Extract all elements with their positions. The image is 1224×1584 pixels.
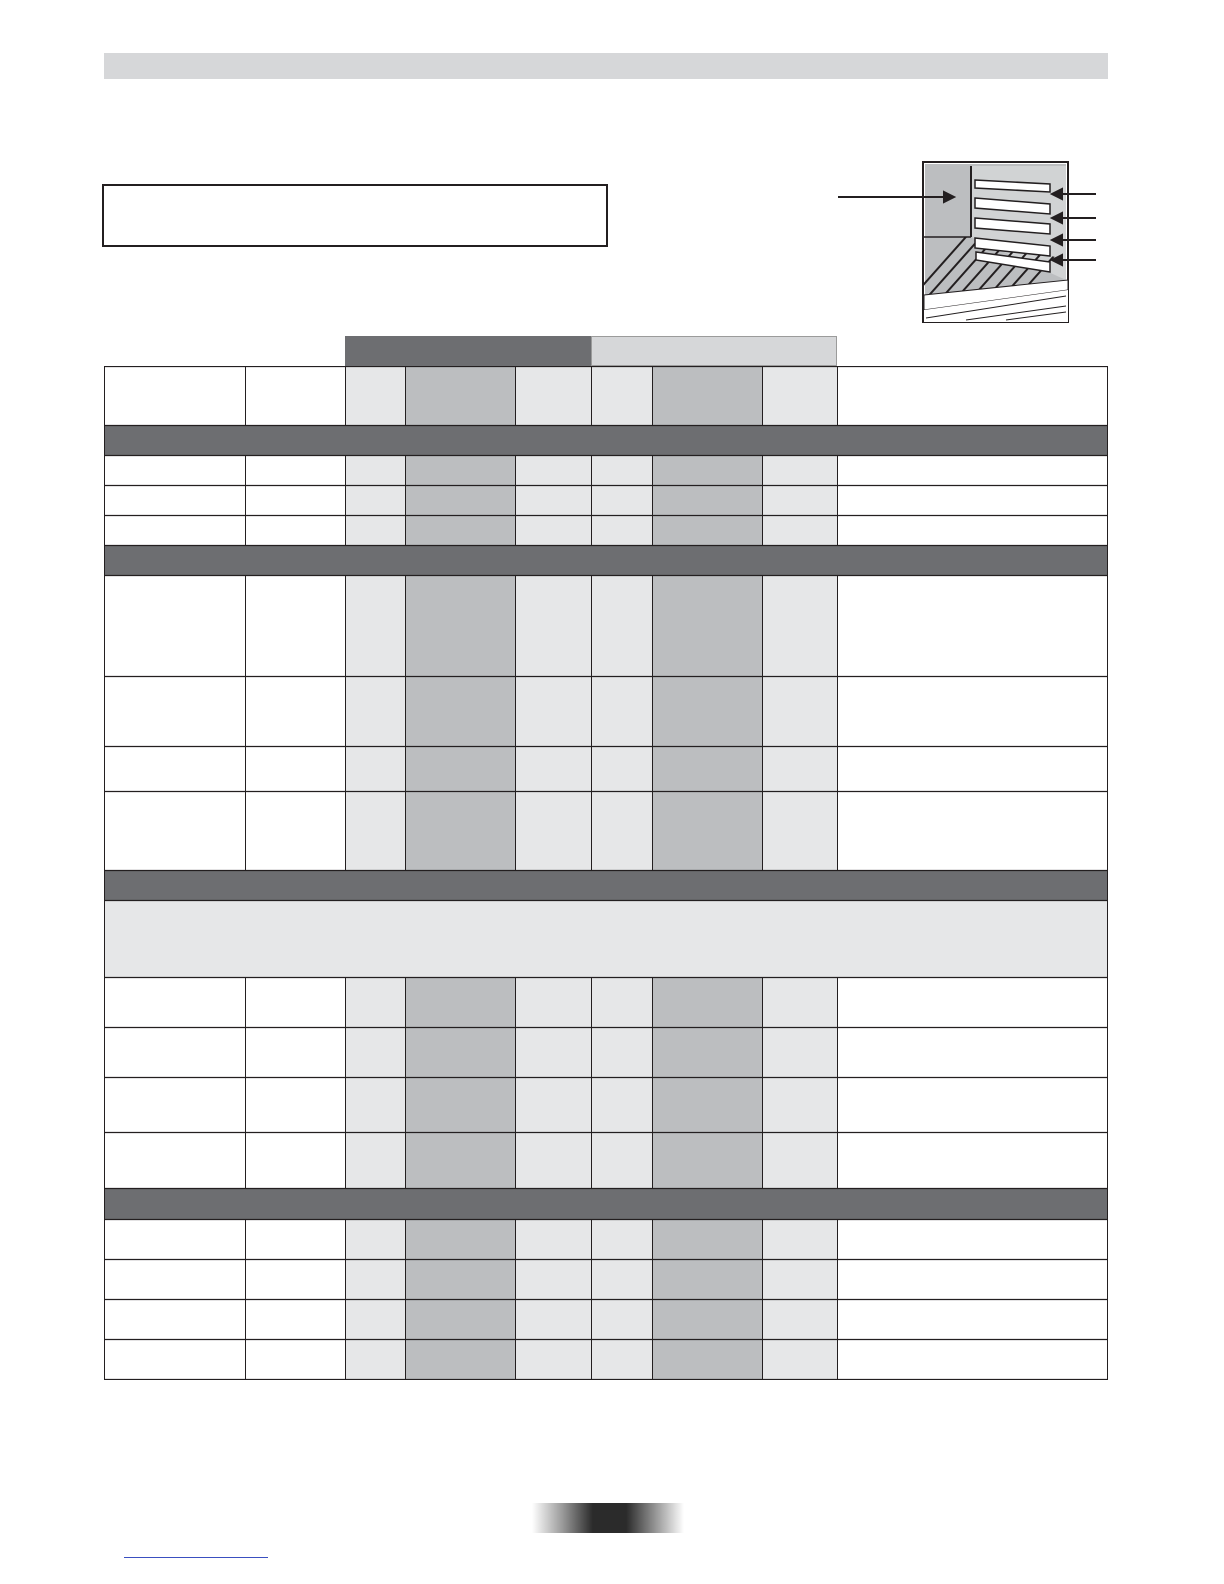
table-cell	[345, 746, 405, 791]
header-cell	[104, 366, 245, 425]
footer-link-line	[124, 1557, 268, 1558]
table-cell	[652, 1259, 762, 1299]
table-cell	[837, 1132, 1108, 1188]
table-cell	[837, 1027, 1108, 1077]
table-cell	[245, 1077, 345, 1132]
table-cell	[837, 1299, 1108, 1339]
table-cell	[104, 1259, 245, 1299]
table-cell	[405, 1339, 515, 1379]
table-cell	[345, 455, 405, 485]
page-number-tab	[532, 1503, 684, 1533]
table-cell	[762, 1299, 837, 1339]
table-cell	[405, 575, 515, 676]
table-cell	[515, 485, 591, 515]
table-cell	[345, 1299, 405, 1339]
header-cell	[345, 366, 405, 425]
table-cell	[591, 1259, 652, 1299]
table-cell	[345, 1219, 405, 1259]
table-cell	[405, 676, 515, 746]
table-cell	[515, 676, 591, 746]
table-cell	[405, 1219, 515, 1259]
table-cell	[405, 455, 515, 485]
table-cell	[245, 1299, 345, 1339]
table-cell	[591, 746, 652, 791]
table-cell	[591, 1132, 652, 1188]
table-cell	[515, 515, 591, 545]
header-cell	[405, 366, 515, 425]
note-row	[104, 900, 1108, 977]
table-cell	[837, 676, 1108, 746]
table-cell	[245, 1339, 345, 1379]
table-cell	[652, 1219, 762, 1259]
header-cell	[652, 366, 762, 425]
table-cell	[762, 1339, 837, 1379]
table-cell	[405, 1027, 515, 1077]
note-box	[102, 184, 608, 247]
table-cell	[345, 1339, 405, 1379]
table-cell	[762, 791, 837, 870]
table-cell	[591, 1219, 652, 1259]
table-cell	[515, 1299, 591, 1339]
table-cell	[515, 977, 591, 1027]
table-cell	[652, 455, 762, 485]
table-cell	[104, 1339, 245, 1379]
table-cell	[591, 575, 652, 676]
table-cell	[345, 676, 405, 746]
section-header-row	[104, 1188, 1108, 1219]
table-cell	[837, 485, 1108, 515]
table-cell	[345, 1027, 405, 1077]
table-cell	[515, 1259, 591, 1299]
table-cell	[652, 1299, 762, 1339]
table-cell	[345, 1077, 405, 1132]
table-cell	[405, 1077, 515, 1132]
table-cell	[245, 977, 345, 1027]
table-cell	[762, 1132, 837, 1188]
column-group-band-light	[591, 336, 837, 366]
table-cell	[652, 791, 762, 870]
oven-shelf-diagram	[836, 160, 1106, 325]
table-cell	[591, 977, 652, 1027]
table-cell	[762, 746, 837, 791]
table-cell	[104, 515, 245, 545]
table-cell	[345, 977, 405, 1027]
table-cell	[591, 1339, 652, 1379]
table-cell	[405, 485, 515, 515]
header-cell	[245, 366, 345, 425]
table-cell	[591, 455, 652, 485]
table-cell	[345, 791, 405, 870]
table-cell	[762, 1077, 837, 1132]
table-cell	[104, 977, 245, 1027]
table-cell	[104, 1077, 245, 1132]
table-cell	[591, 676, 652, 746]
table-cell	[591, 791, 652, 870]
table-cell	[837, 1077, 1108, 1132]
table-cell	[652, 977, 762, 1027]
table-cell	[652, 485, 762, 515]
table-cell	[515, 746, 591, 791]
table-cell	[652, 676, 762, 746]
table-cell	[405, 746, 515, 791]
table-cell	[405, 1259, 515, 1299]
table-cell	[837, 1339, 1108, 1379]
table-cell	[762, 575, 837, 676]
table-cell	[405, 515, 515, 545]
table-cell	[652, 1339, 762, 1379]
table-cell	[245, 575, 345, 676]
table-cell	[762, 1259, 837, 1299]
table-cell	[245, 1219, 345, 1259]
table-cell	[837, 791, 1108, 870]
table-cell	[837, 746, 1108, 791]
table-cell	[345, 515, 405, 545]
table-cell	[837, 515, 1108, 545]
table-cell	[245, 1132, 345, 1188]
table-cell	[652, 1077, 762, 1132]
cooking-table	[104, 366, 1108, 1380]
section-header-row	[104, 870, 1108, 900]
table-cell	[762, 485, 837, 515]
table-cell	[515, 1219, 591, 1259]
table-cell	[837, 977, 1108, 1027]
table-cell	[837, 455, 1108, 485]
table-cell	[104, 1027, 245, 1077]
table-cell	[591, 1299, 652, 1339]
table-cell	[345, 575, 405, 676]
table-cell	[652, 575, 762, 676]
table-cell	[405, 977, 515, 1027]
table-cell	[591, 485, 652, 515]
table-cell	[104, 1132, 245, 1188]
table-cell	[104, 791, 245, 870]
table-cell	[515, 1132, 591, 1188]
table-cell	[837, 1259, 1108, 1299]
table-cell	[591, 515, 652, 545]
table-cell	[515, 455, 591, 485]
table-cell	[762, 1219, 837, 1259]
table-cell	[652, 746, 762, 791]
table-cell	[762, 676, 837, 746]
table-cell	[762, 977, 837, 1027]
section-header-row	[104, 545, 1108, 575]
table-cell	[245, 1027, 345, 1077]
table-cell	[104, 1299, 245, 1339]
table-cell	[104, 575, 245, 676]
header-cell	[591, 366, 652, 425]
table-cell	[245, 746, 345, 791]
section-header-row	[104, 425, 1108, 455]
table-cell	[515, 791, 591, 870]
header-cell	[762, 366, 837, 425]
table-cell	[652, 1132, 762, 1188]
table-cell	[245, 515, 345, 545]
table-cell	[245, 455, 345, 485]
table-cell	[762, 1027, 837, 1077]
table-cell	[591, 1027, 652, 1077]
table-cell	[837, 575, 1108, 676]
table-cell	[104, 485, 245, 515]
table-cell	[245, 676, 345, 746]
table-cell	[515, 1077, 591, 1132]
table-cell	[405, 1132, 515, 1188]
table-cell	[405, 1299, 515, 1339]
table-cell	[245, 791, 345, 870]
table-cell	[345, 485, 405, 515]
table-cell	[245, 1259, 345, 1299]
header-cell	[515, 366, 591, 425]
column-group-band-dark	[345, 336, 591, 366]
table-cell	[591, 1077, 652, 1132]
table-cell	[515, 1339, 591, 1379]
table-cell	[345, 1259, 405, 1299]
table-cell	[515, 1027, 591, 1077]
table-cell	[405, 791, 515, 870]
table-cell	[104, 1219, 245, 1259]
table-cell	[104, 676, 245, 746]
table-cell	[762, 515, 837, 545]
table-cell	[345, 1132, 405, 1188]
table-cell	[837, 1219, 1108, 1259]
table-cell	[245, 485, 345, 515]
table-cell	[652, 515, 762, 545]
table-cell	[762, 455, 837, 485]
table-cell	[652, 1027, 762, 1077]
header-cell	[837, 366, 1108, 425]
header-bar	[104, 53, 1108, 79]
table-cell	[104, 455, 245, 485]
table-cell	[104, 746, 245, 791]
table-cell	[515, 575, 591, 676]
